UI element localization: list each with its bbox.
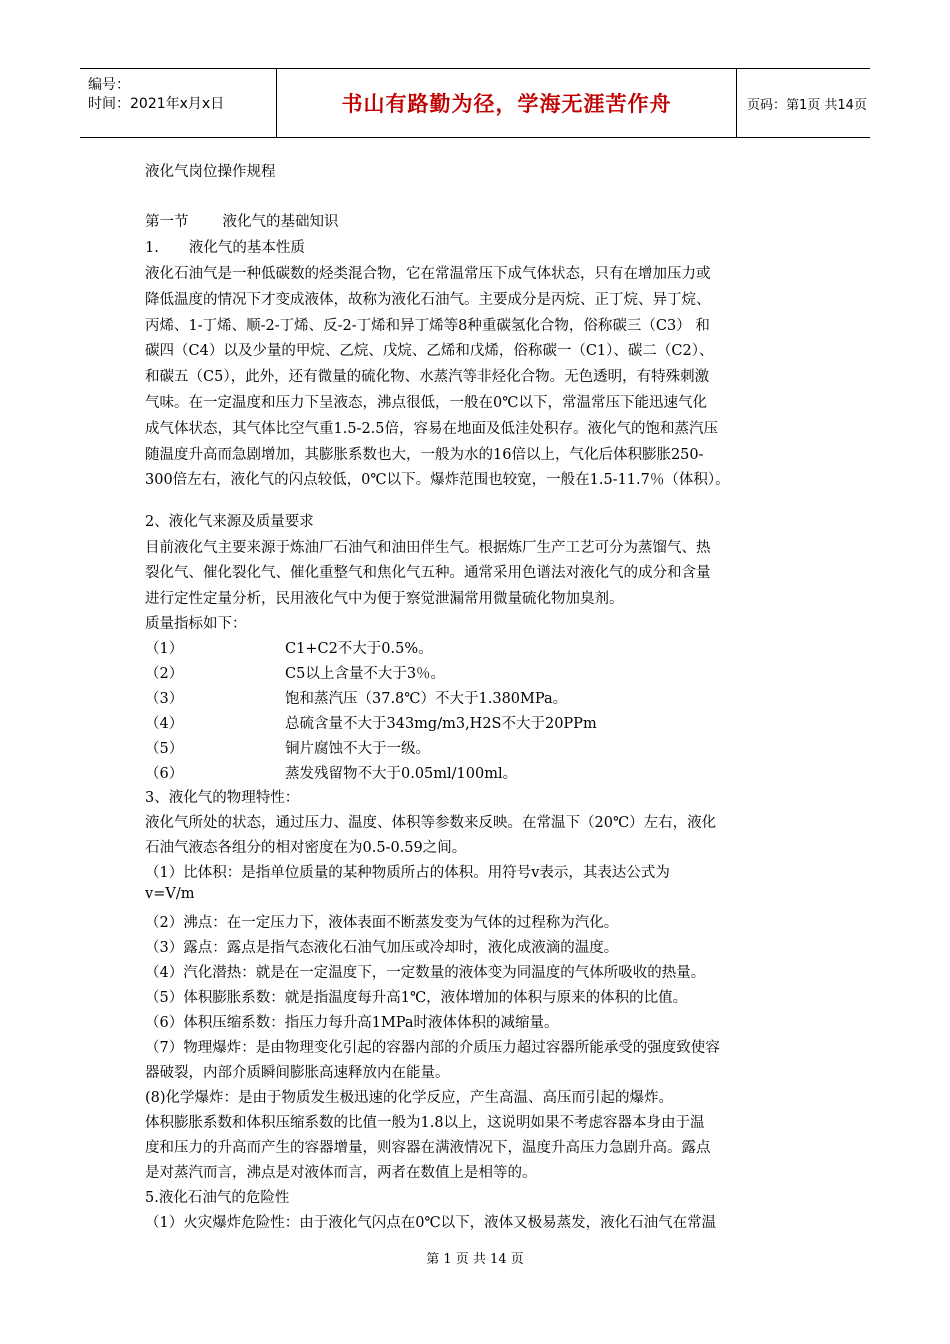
- text-line: （2）沸点：在一定压力下，液体表面不断蒸发变为气体的过程称为汽化。: [145, 915, 619, 931]
- page-header: [80, 68, 870, 138]
- text-line: 度和压力的升高而产生的容器增量，则容器在满液情况下，温度升高压力急剧升高。露点: [145, 1140, 711, 1156]
- text-line: v=V/m: [145, 886, 195, 902]
- text-line: （1）比体积：是指单位质量的某种物质所占的体积。用符号v表示，其表达公式为: [145, 865, 670, 881]
- quality-item-text: 饱和蒸汽压（37.8℃）不大于1.380MPa。: [285, 691, 568, 707]
- page-info: 页码：第1页 共14页: [747, 97, 867, 113]
- heading-1-title: 液化气的基本性质: [188, 240, 305, 256]
- text-line: 液化石油气是一种低碳数的烃类混合物，它在常温常压下成气体状态，只有在增加压力或: [145, 266, 711, 282]
- text-line: 石油气液态各组分的相对密度在为0.5-0.59之间。: [145, 840, 467, 856]
- section-title: 液化气的基础知识: [222, 214, 339, 230]
- text-line: 气味。在一定温度和压力下呈液态，沸点很低，一般在0℃以下，常温常压下能迅速气化: [145, 395, 707, 411]
- text-line: 器破裂，内部介质瞬间膨胀高速释放内在能量。: [145, 1065, 450, 1081]
- text-line: （7）物理爆炸：是由物理变化引起的容器内部的介质压力超过容器所能承受的强度致使容: [145, 1040, 720, 1056]
- text-line: （5）体积膨胀系数：就是指温度每升高1℃，液体增加的体积与原来的体积的比值。: [145, 990, 688, 1006]
- text-line: （3）露点：露点是指气态液化石油气加压或冷却时，液化成液滴的温度。: [145, 940, 619, 956]
- text-line: （6）体积压缩系数：指压力每升高1MPa时液体体积的减缩量。: [145, 1015, 559, 1031]
- text-line: 目前液化气主要来源于炼油厂石油气和油田伴生气。根据炼厂生产工艺可分为蒸馏气、热: [145, 540, 711, 556]
- heading-1-number: 1.: [145, 240, 159, 256]
- text-line: 成气体状态，其气体比空气重1.5-2.5倍，容易在地面及低洼处积存。液化气的饱和蒸汽压: [145, 420, 719, 437]
- quality-item-number: （5）: [145, 741, 184, 757]
- code-label: 编号：: [88, 77, 130, 93]
- section-number: 第一节: [145, 214, 189, 230]
- doc-title: 液化气岗位操作规程: [145, 164, 276, 180]
- quality-item-text: 总硫含量不大于343mg/m3,H2S不大于20PPm: [285, 716, 597, 732]
- quality-item-number: （1）: [145, 641, 184, 657]
- quality-item-text: C1+C2不大于0.5%。: [285, 641, 433, 657]
- header-motto-cell: [277, 69, 737, 137]
- header-meta: [80, 69, 277, 137]
- text-line: 液化气所处的状态，通过压力、温度、体积等参数来反映。在常温下（20℃）左右，液化: [145, 815, 717, 831]
- section-heading: [145, 210, 339, 231]
- heading-2: 2、液化气来源及质量要求: [145, 514, 314, 530]
- quality-item-number: （2）: [145, 666, 184, 682]
- heading-1: [145, 236, 305, 257]
- heading-3: 3、液化气的物理特性：: [145, 790, 300, 806]
- text-line: 随温度升高而急剧增加，其膨胀系数也大，一般为水的16倍以上，气化后体积膨胀250-: [145, 446, 704, 463]
- quality-item-text: 蒸发残留物不大于0.05ml/100ml。: [285, 766, 518, 782]
- text-line: 体积膨胀系数和体积压缩系数的比值一般为1.8以上，这说明如果不考虑容器本身由于温: [145, 1115, 705, 1131]
- text-line: 碳四（C4）以及少量的甲烷、乙烷、戊烷、乙烯和戊烯，俗称碳一（C1）、碳二（C2）、: [145, 343, 714, 360]
- quality-item-number: （6）: [145, 766, 184, 782]
- text-line: 300倍左右，液化气的闪点较低，0℃以下。爆炸范围也较宽，一般在1.5-11.7％（体积）。: [145, 472, 730, 489]
- quality-item-text: 铜片腐蚀不大于一级。: [285, 741, 430, 757]
- quality-intro: 质量指标如下：: [145, 616, 247, 632]
- text-line: （4）汽化潜热：就是在一定温度下，一定数量的液体变为同温度的气体所吸收的热量。: [145, 965, 706, 981]
- text-line: 裂化气、催化裂化气、催化重整气和焦化气五种。通常采用色谱法对液化气的成分和含量: [145, 565, 711, 582]
- quality-item-text: C5以上含量不大于3％。: [285, 666, 446, 682]
- text-line: 进行定性定量分析，民用液化气中为便于察觉泄漏常用微量硫化物加臭剂。: [145, 590, 624, 607]
- text-line: （1）火灾爆炸危险性：由于液化气闪点在0℃以下，液体又极易蒸发，液化石油气在常温: [145, 1215, 717, 1231]
- text-line: 丙烯、1-丁烯、顺-2-丁烯、反-2-丁烯和异丁烯等8种重碳氢化合物，俗称碳三（C3） 和: [145, 317, 710, 334]
- page-footer: 第 1 页 共 14 页: [426, 1252, 524, 1267]
- quality-item-number: （3）: [145, 691, 184, 707]
- header-motto: 书山有路勤为径，学海无涯苦作舟: [341, 92, 672, 116]
- heading-5: 5.液化石油气的危险性: [145, 1190, 290, 1206]
- text-line: 和碳五（C5），此外，还有微量的硫化物、水蒸汽等非烃化合物。无色透明，有特殊刺激: [145, 369, 710, 386]
- date-label: 时间：2021年x月x日: [88, 96, 225, 112]
- text-line: 降低温度的情况下才变成液体，故称为液化石油气。主要成分是丙烷、正丁烷、异丁烷、: [145, 291, 711, 308]
- text-line: (8)化学爆炸：是由于物质发生极迅速的化学反应，产生高温、高压而引起的爆炸。: [145, 1090, 674, 1106]
- text-line: 是对蒸汽而言，沸点是对液体而言，两者在数值上是相等的。: [145, 1165, 537, 1181]
- quality-item-number: （4）: [145, 716, 184, 732]
